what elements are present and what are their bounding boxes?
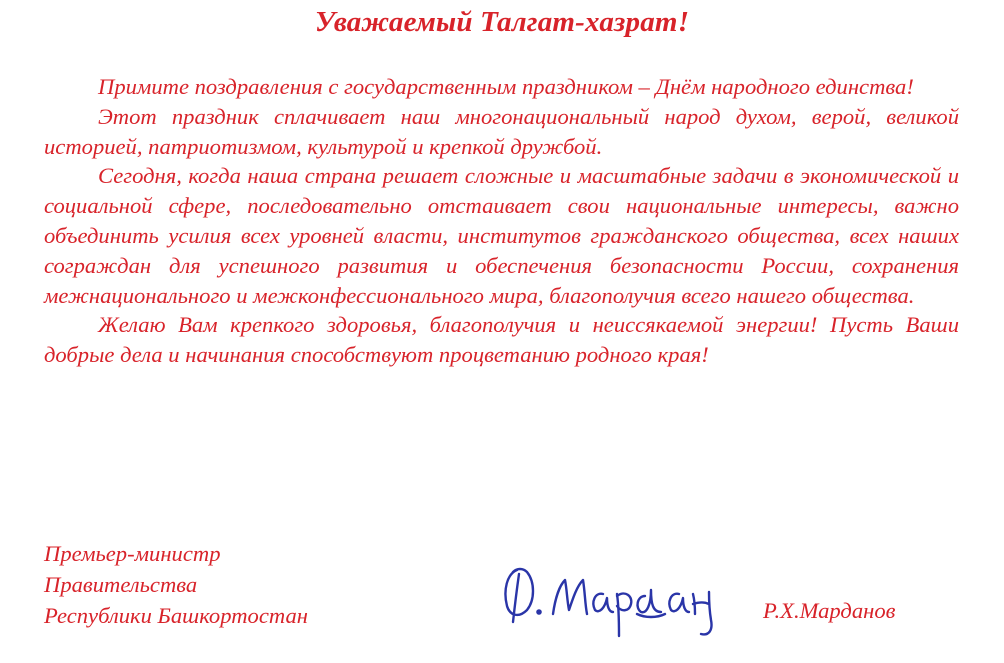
paragraph-wishes: Желаю Вам крепкого здоровья, благополучия и неиссякаемой энергии! Пусть Ваши добрые дела и начинания способствуют процветанию родного края! — [44, 312, 959, 368]
sender-position-line: Премьер-министр — [44, 541, 221, 566]
sender-position-line: Республики Башкортостан — [44, 603, 308, 628]
salutation-heading: Уважаемый Талгат-хазрат! — [314, 6, 690, 38]
sender-position — [44, 538, 308, 631]
letter-body — [44, 72, 959, 370]
signer-name: Р.Х.Марданов — [763, 598, 896, 623]
sender-position-line: Правительства — [44, 572, 198, 597]
paragraph-unity: Этот праздник сплачивает наш многонациональный народ духом, верой, великой историей, патриотизмом, культурой и крепкой дружбой. — [44, 103, 959, 159]
paragraph-congratulation: Примите поздравления с государственным праздником – Днём народного единства! — [98, 74, 914, 99]
handwritten-signature — [495, 560, 735, 640]
paragraph-tasks: Сегодня, когда наша страна решает сложные и масштабные задачи в экономической и социальной сфере, последовательно отстаивает свои национальные интересы, важно объединить усилия всех уровней власти, институтов гражданского общества, всех наших сограждан для успешного развития и обеспечения безопасности России, сохранения межнационального и межконфессионального мира, благополучия всего нашего общества. — [44, 163, 959, 308]
